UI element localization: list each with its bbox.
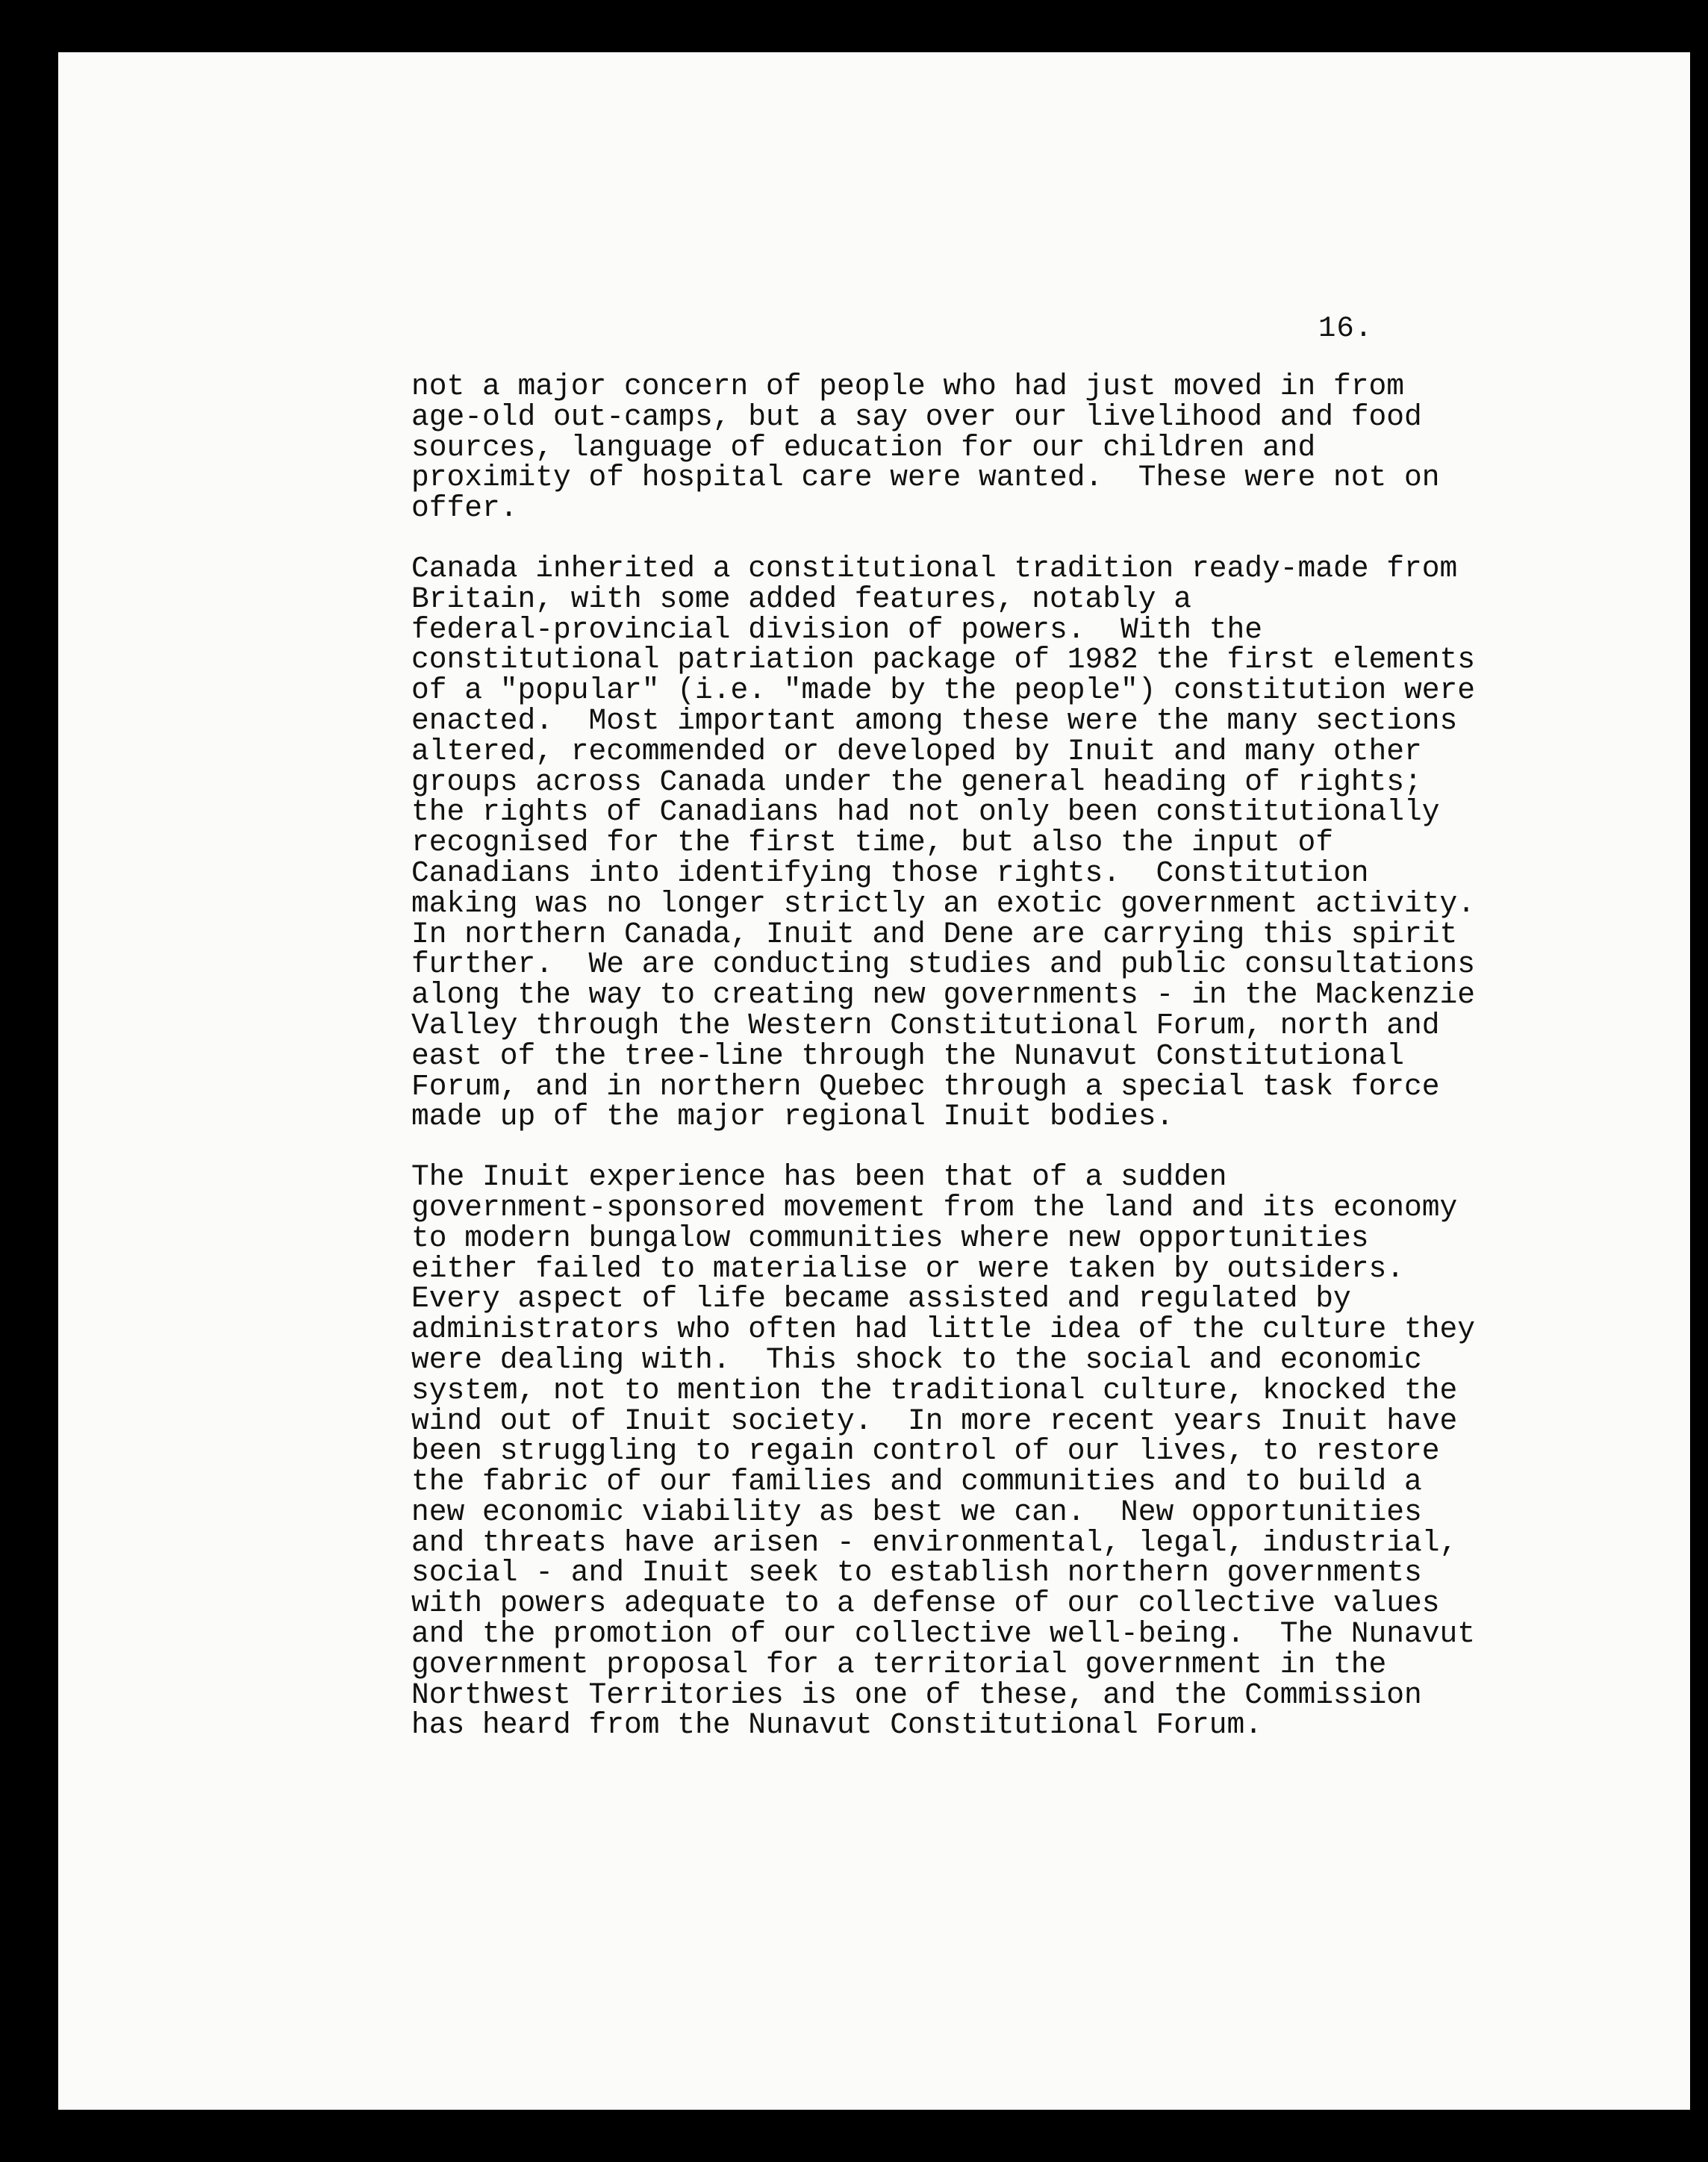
text-line: to modern bungalow communities where new opportunities bbox=[411, 1221, 1369, 1255]
text-line: of a "popular" (i.e. "made by the people") constitution were bbox=[411, 673, 1476, 708]
text-line: been struggling to regain control of our lives, to restore bbox=[411, 1434, 1440, 1468]
text-line: Canadians into identifying those rights. Constitution bbox=[411, 856, 1369, 890]
text-line: sources, language of education for our children and bbox=[411, 430, 1316, 464]
text-line: proximity of hospital care were wanted. These were not on bbox=[411, 461, 1440, 495]
text-line: east of the tree-line through the Nunavut Constitutional bbox=[411, 1038, 1405, 1073]
text-line: made up of the major regional Inuit bodies. bbox=[411, 1100, 1174, 1134]
text-line: government-sponsored movement from the land and its economy bbox=[411, 1190, 1458, 1224]
text-line: wind out of Inuit society. In more recent years Inuit have bbox=[411, 1404, 1458, 1438]
text-line: social - and Inuit seek to establish northern governments bbox=[411, 1556, 1422, 1590]
page-number: 16. bbox=[1318, 312, 1374, 345]
text-line: recognised for the first time, but also the input of bbox=[411, 826, 1334, 860]
text-line: Canada inherited a constitutional tradition ready-made from bbox=[411, 551, 1458, 585]
text-line: Every aspect of life became assisted and regulated by bbox=[411, 1282, 1351, 1316]
text-line: further. We are conducting studies and public consultations bbox=[411, 947, 1476, 982]
text-line: offer. bbox=[411, 491, 518, 526]
text-line: Britain, with some added features, notably a bbox=[411, 582, 1192, 616]
text-line: and threats have arisen - environmental, legal, industrial, bbox=[411, 1525, 1458, 1560]
text-line: administrators who often had little idea of the culture they bbox=[411, 1312, 1476, 1347]
text-line: enacted. Most important among these were the many sections bbox=[411, 703, 1458, 738]
text-line: Northwest Territories is one of these, and the Commission bbox=[411, 1677, 1422, 1712]
text-line: along the way to creating new governments - in the Mackenzie bbox=[411, 978, 1476, 1012]
text-line: making was no longer strictly an exotic government activity. bbox=[411, 886, 1476, 920]
body-text bbox=[411, 372, 1561, 1771]
text-line: Valley through the Western Constitutional Forum, north and bbox=[411, 1008, 1440, 1042]
document-page bbox=[58, 52, 1690, 2110]
text-line: the rights of Canadians had not only been constitutionally bbox=[411, 795, 1440, 829]
text-line: were dealing with. This shock to the social and economic bbox=[411, 1342, 1422, 1377]
text-line: In northern Canada, Inuit and Dene are carrying this spirit bbox=[411, 917, 1458, 951]
text-line: federal-provincial division of powers. With the bbox=[411, 612, 1263, 647]
paragraph-1 bbox=[411, 372, 1561, 524]
text-line: government proposal for a territorial government in the bbox=[411, 1647, 1387, 1681]
paragraph-3 bbox=[411, 1162, 1561, 1741]
text-line: system, not to mention the traditional culture, knocked the bbox=[411, 1373, 1458, 1407]
text-line: has heard from the Nunavut Constitutional Forum. bbox=[411, 1708, 1263, 1742]
text-line: Forum, and in northern Quebec through a special task force bbox=[411, 1069, 1440, 1103]
text-line: The Inuit experience has been that of a sudden bbox=[411, 1160, 1227, 1194]
text-line: and the promotion of our collective well-being. The Nunavut bbox=[411, 1617, 1476, 1651]
paragraph-2 bbox=[411, 551, 1561, 1134]
text-line: either failed to materialise or were taken by outsiders. bbox=[411, 1251, 1405, 1286]
text-line: age-old out-camps, but a say over our livelihood and food bbox=[411, 399, 1422, 434]
text-line: constitutional patriation package of 1982 the first elements bbox=[411, 643, 1476, 677]
text-line: the fabric of our families and communities and to build a bbox=[411, 1465, 1422, 1499]
text-line: altered, recommended or developed by Inuit and many other bbox=[411, 734, 1422, 768]
text-line: groups across Canada under the general heading of rights; bbox=[411, 764, 1422, 799]
text-line: not a major concern of people who had just moved in from bbox=[411, 370, 1405, 403]
text-line: new economic viability as best we can. New opportunities bbox=[411, 1495, 1422, 1529]
text-line: with powers adequate to a defense of our collective values bbox=[411, 1586, 1440, 1621]
